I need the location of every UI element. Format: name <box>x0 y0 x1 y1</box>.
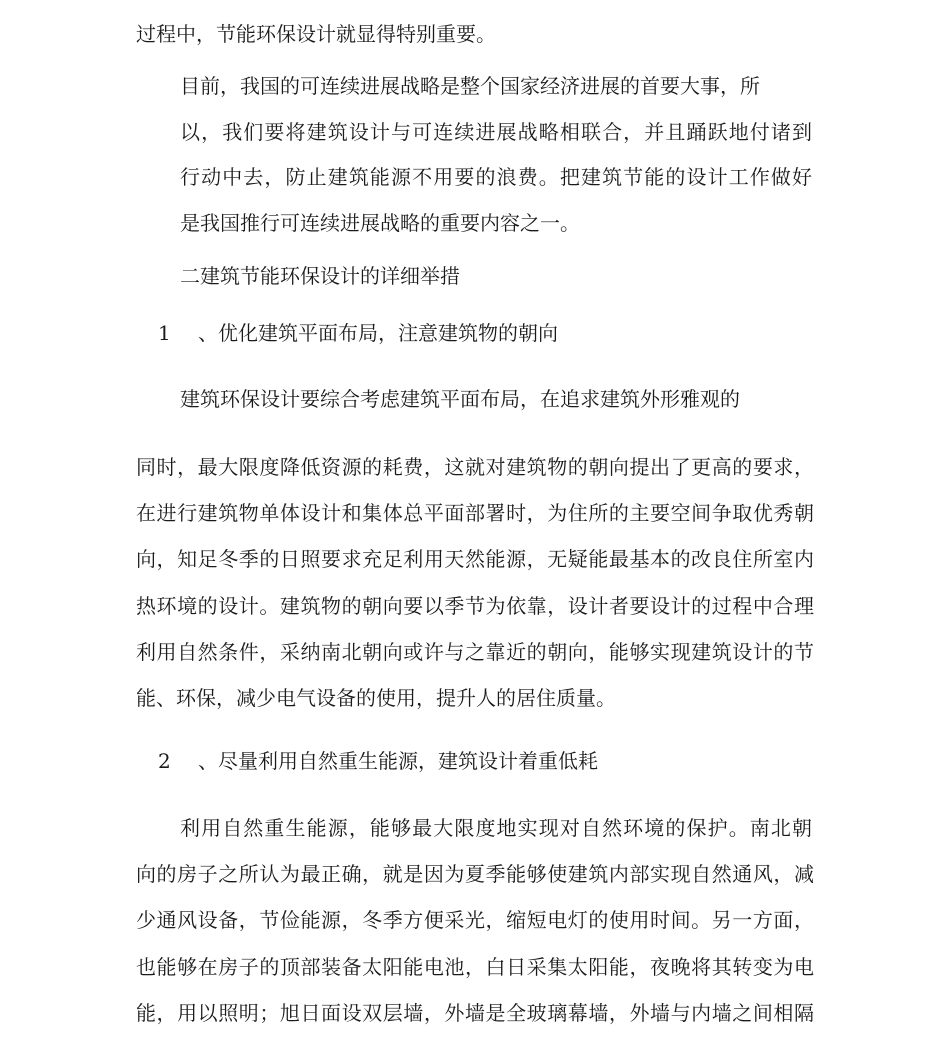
text-line: 也能够在房子的顶部装备太阳能电池，白日采集太阳能，夜晚将其转变为电 <box>136 955 814 979</box>
list-item-number: 1 <box>158 321 171 345</box>
text-line: 目前，我国的可连续进展战略是整个国家经济进展的首要大事，所 <box>180 74 760 98</box>
text-line: 是我国推行可连续进展战略的重要内容之一。 <box>180 211 580 235</box>
text-line: 利用自然重生能源，能够最大限度地实现对自然环境的保护。南北朝 <box>180 816 812 840</box>
text-line: 少通风设备，节俭能源，冬季方便采光，缩短电灯的使用时间。另一方面， <box>136 908 814 932</box>
text-line: 能、环保，减少电气设备的使用，提升人的居住质量。 <box>136 686 616 710</box>
text-line: 行动中去，防止建筑能源不用要的浪费。把建筑节能的设计工作做好 <box>180 165 812 189</box>
text-line: 以，我们要将建筑设计与可连续进展战略相联合，并且踊跃地付诸到 <box>180 120 812 144</box>
text-line: 建筑环保设计要综合考虑建筑平面布局，在追求建筑外形雅观的 <box>180 387 740 411</box>
list-item-heading <box>158 321 558 345</box>
section-heading: 二建筑节能环保设计的详细举措 <box>180 264 460 288</box>
text-line: 能，用以照明；旭日面设双层墙，外墙是全玻璃幕墙，外墙与内墙之间相隔 <box>136 1001 814 1025</box>
text-line: 同时，最大限度降低资源的耗费，这就对建筑物的朝向提出了更高的要求， <box>136 455 814 479</box>
list-item-number: 2 <box>158 749 171 773</box>
list-item-title: 、优化建筑平面布局，注意建筑物的朝向 <box>198 321 558 345</box>
text-line: 热环境的设计。建筑物的朝向要以季节为依靠，设计者要设计的过程中合理 <box>136 594 814 618</box>
list-item-title: 、尽量利用自然重生能源，建筑设计着重低耗 <box>198 749 598 773</box>
text-line: 利用自然条件，采纳南北朝向或许与之靠近的朝向，能够实现建筑设计的节 <box>136 640 814 664</box>
text-line: 过程中，节能环保设计就显得特别重要。 <box>136 22 496 46</box>
text-line: 在进行建筑物单体设计和集体总平面部署时，为住所的主要空间争取优秀朝 <box>136 501 814 525</box>
text-line: 向的房子之所认为最正确，就是因为夏季能够使建筑内部实现自然通风，减 <box>136 862 814 886</box>
text-line: 向，知足冬季的日照要求充足利用天然能源，无疑能最基本的改良住所室内 <box>136 547 814 571</box>
list-item-heading <box>158 749 598 773</box>
